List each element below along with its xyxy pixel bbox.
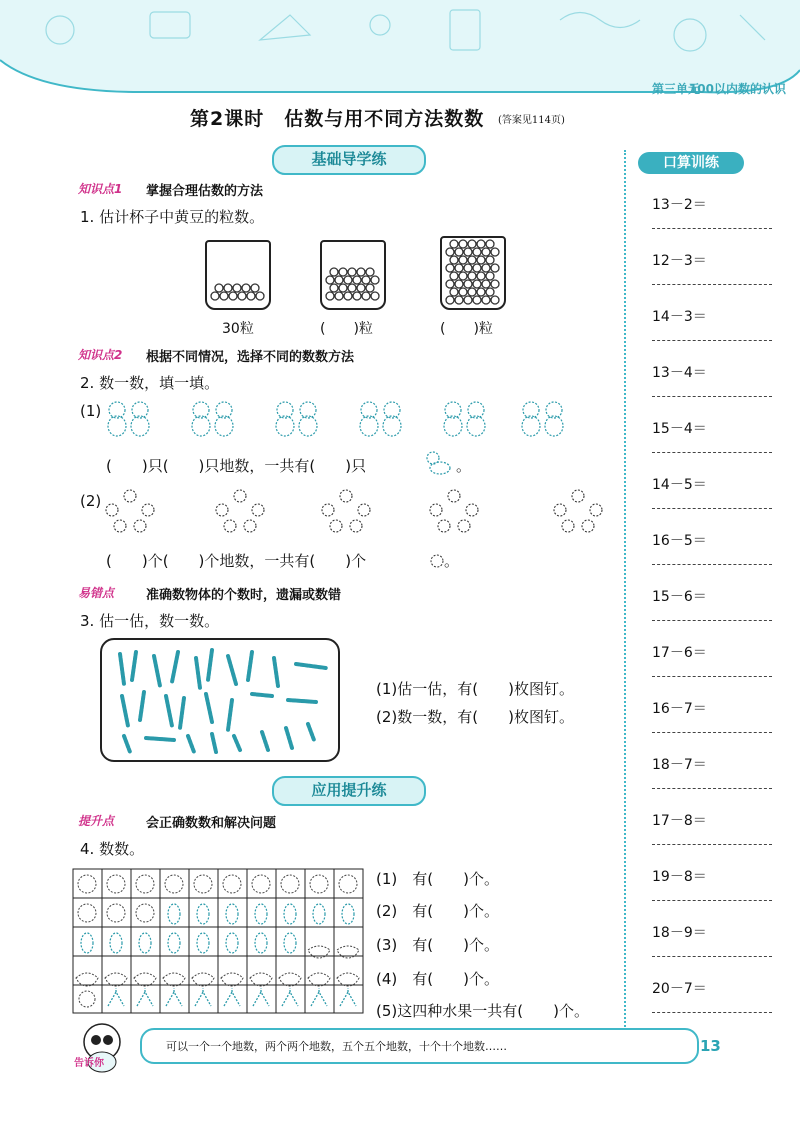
mascot-icon <box>70 1018 140 1078</box>
pushpin-drawing <box>102 640 338 760</box>
tip-text: 可以一个一个地数，两个两个地数，五个五个地数，十个十个地数…… <box>166 1040 507 1053</box>
question-1-text: 1. 估计杯子中黄豆的粒数。 <box>80 208 265 226</box>
question-4-part-4[interactable]: (4) 有( )个。 <box>376 970 499 988</box>
oral-answer-line[interactable] <box>652 732 772 733</box>
question-4-part-3[interactable]: (3) 有( )个。 <box>376 936 499 954</box>
question-2-part-2-number: (2) <box>80 492 102 510</box>
knowledge-point-2-text: 根据不同情况，选择不同的数数方法 <box>146 350 355 365</box>
knowledge-point-1-text: 掌握合理估数的方法 <box>146 184 264 199</box>
question-4-part-5[interactable]: (5)这四种水果一共有( )个。 <box>376 1002 589 1020</box>
raise-point-tag: 提升点 <box>78 814 115 828</box>
oral-item: 19－8＝ <box>652 869 707 885</box>
oral-answer-line[interactable] <box>652 284 772 285</box>
fruit-groups <box>100 488 610 536</box>
cup-2-label[interactable]: ( )粒 <box>320 321 373 337</box>
answer-reference: (答案见114页) <box>498 115 565 126</box>
question-4-text: 4. 数数。 <box>80 840 145 858</box>
oral-item: 17－8＝ <box>652 813 707 829</box>
oral-item: 14－3＝ <box>652 309 707 325</box>
question-3-part-2[interactable]: (2)数一数，有( )枚图钉。 <box>376 708 574 726</box>
oral-training-title: 口算训练 <box>638 152 744 174</box>
knowledge-point-1-tag: 知识点1 <box>78 182 123 196</box>
bean-fill <box>205 236 505 308</box>
period-mark-1: 。 <box>456 457 472 475</box>
oral-item: 12－3＝ <box>652 253 707 269</box>
oral-item: 16－5＝ <box>652 533 707 549</box>
oral-answer-line[interactable] <box>652 956 772 957</box>
oral-item: 15－4＝ <box>652 421 707 437</box>
question-2-part-1-line[interactable]: ( )只( )只地数，一共有( )只 <box>106 457 367 475</box>
cup-1-label: 30粒 <box>222 321 254 337</box>
section-banner-basic: 基础导学练 <box>272 145 426 175</box>
oral-answer-line[interactable] <box>652 1012 772 1013</box>
oral-answer-line[interactable] <box>652 228 772 229</box>
question-4-part-2[interactable]: (2) 有( )个。 <box>376 902 499 920</box>
oral-answer-line[interactable] <box>652 340 772 341</box>
oral-item: 17－6＝ <box>652 645 707 661</box>
fruit-grid <box>72 868 364 1018</box>
cup-3-label[interactable]: ( )粒 <box>440 321 493 337</box>
period-mark-2: 。 <box>444 552 460 570</box>
oral-answer-line[interactable] <box>652 788 772 789</box>
oral-answer-line[interactable] <box>652 396 772 397</box>
oral-item: 18－7＝ <box>652 757 707 773</box>
animal-icon <box>424 450 454 476</box>
question-2-part-2-line[interactable]: ( )个( )个地数，一共有( )个 <box>106 552 367 570</box>
knowledge-point-2-tag: 知识点2 <box>78 348 123 362</box>
oral-training-column <box>624 150 800 1030</box>
oral-item: 15－6＝ <box>652 589 707 605</box>
oral-answer-line[interactable] <box>652 508 772 509</box>
oral-item: 14－5＝ <box>652 477 707 493</box>
oral-item: 13－4＝ <box>652 365 707 381</box>
oral-item: 16－7＝ <box>652 701 707 717</box>
unit-label: 第三单元 <box>651 82 700 96</box>
pushpin-box <box>100 638 340 762</box>
lesson-title: 第2课时 估数与用不同方法数数 <box>190 108 485 130</box>
fruit-grid-drawing <box>72 868 364 1014</box>
question-4-part-1[interactable]: (1) 有( )个。 <box>376 870 499 888</box>
oral-answer-line[interactable] <box>652 564 772 565</box>
error-point-text: 准确数物体的个数时，遗漏或数错 <box>146 588 342 603</box>
oral-item: 20－7＝ <box>652 981 707 997</box>
question-2-text: 2. 数一数，填一填。 <box>80 374 220 392</box>
question-2-part-1-number: (1) <box>80 402 102 420</box>
unit-topic: 100以内数的认识 <box>688 82 786 96</box>
tip-badge: 告诉你 <box>74 1058 104 1069</box>
oral-answer-line[interactable] <box>652 676 772 677</box>
oral-answer-line[interactable] <box>652 620 772 621</box>
animal-pairs <box>102 396 582 440</box>
raise-point-text: 会正确数数和解决问题 <box>146 816 277 831</box>
question-3-text: 3. 估一估，数一数。 <box>80 612 220 630</box>
oral-item: 13－2＝ <box>652 197 707 213</box>
page-number: 13 <box>700 1037 721 1055</box>
oral-answer-line[interactable] <box>652 452 772 453</box>
oral-item: 18－9＝ <box>652 925 707 941</box>
oral-answer-line[interactable] <box>652 844 772 845</box>
section-banner-apply: 应用提升练 <box>272 776 426 806</box>
error-point-tag: 易错点 <box>78 586 115 600</box>
oral-answer-line[interactable] <box>652 900 772 901</box>
question-3-part-1[interactable]: (1)估一估，有( )枚图钉。 <box>376 680 574 698</box>
